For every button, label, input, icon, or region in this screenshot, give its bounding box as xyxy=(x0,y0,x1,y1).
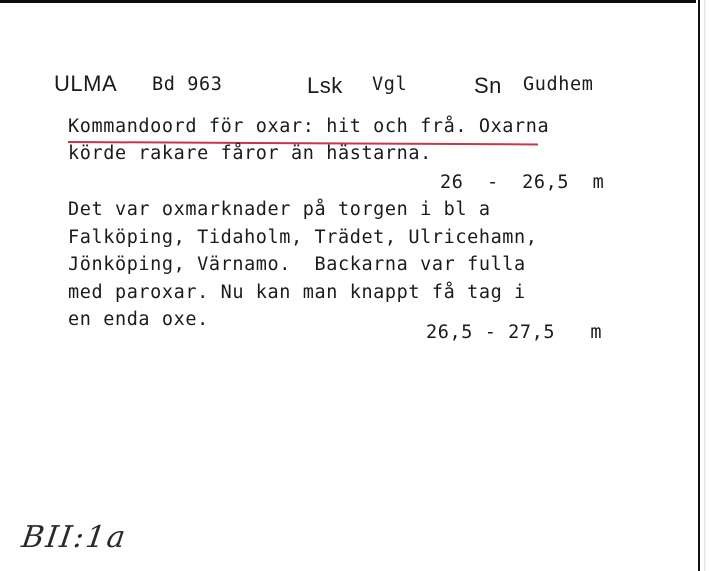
volume-number: Bd 963 xyxy=(152,74,223,95)
text-line-7: en enda oxe. xyxy=(68,309,209,330)
county-value: Vgl xyxy=(372,74,408,95)
text-line-5: Jönköping, Värnamo. Backarna var fulla xyxy=(68,254,526,275)
card-top-edge xyxy=(0,0,710,3)
text-line-1: Kommandoord för oxar: hit och frå. Oxarna xyxy=(68,116,550,137)
county-label: Lsk xyxy=(307,73,343,98)
parish-value: Gudhem xyxy=(523,74,594,95)
measurement-1: 26 - 26,5 m xyxy=(440,172,605,193)
parish-label: Sn xyxy=(474,73,502,98)
text-line-4: Falköping, Tidaholm, Trädet, Ulricehamn, xyxy=(68,227,538,248)
measurement-2: 26,5 - 27,5 m xyxy=(426,322,603,343)
handwritten-classification: BII:1a xyxy=(19,520,130,555)
archive-name: ULMA xyxy=(54,71,118,96)
text-line-3: Det var oxmarknader på torgen i bl a xyxy=(68,199,491,220)
card-right-edge xyxy=(696,0,710,571)
text-line-6: med paroxar. Nu kan man knappt få tag i xyxy=(68,282,526,303)
text-line-2: körde rakare fåror än hästarna. xyxy=(68,143,432,164)
